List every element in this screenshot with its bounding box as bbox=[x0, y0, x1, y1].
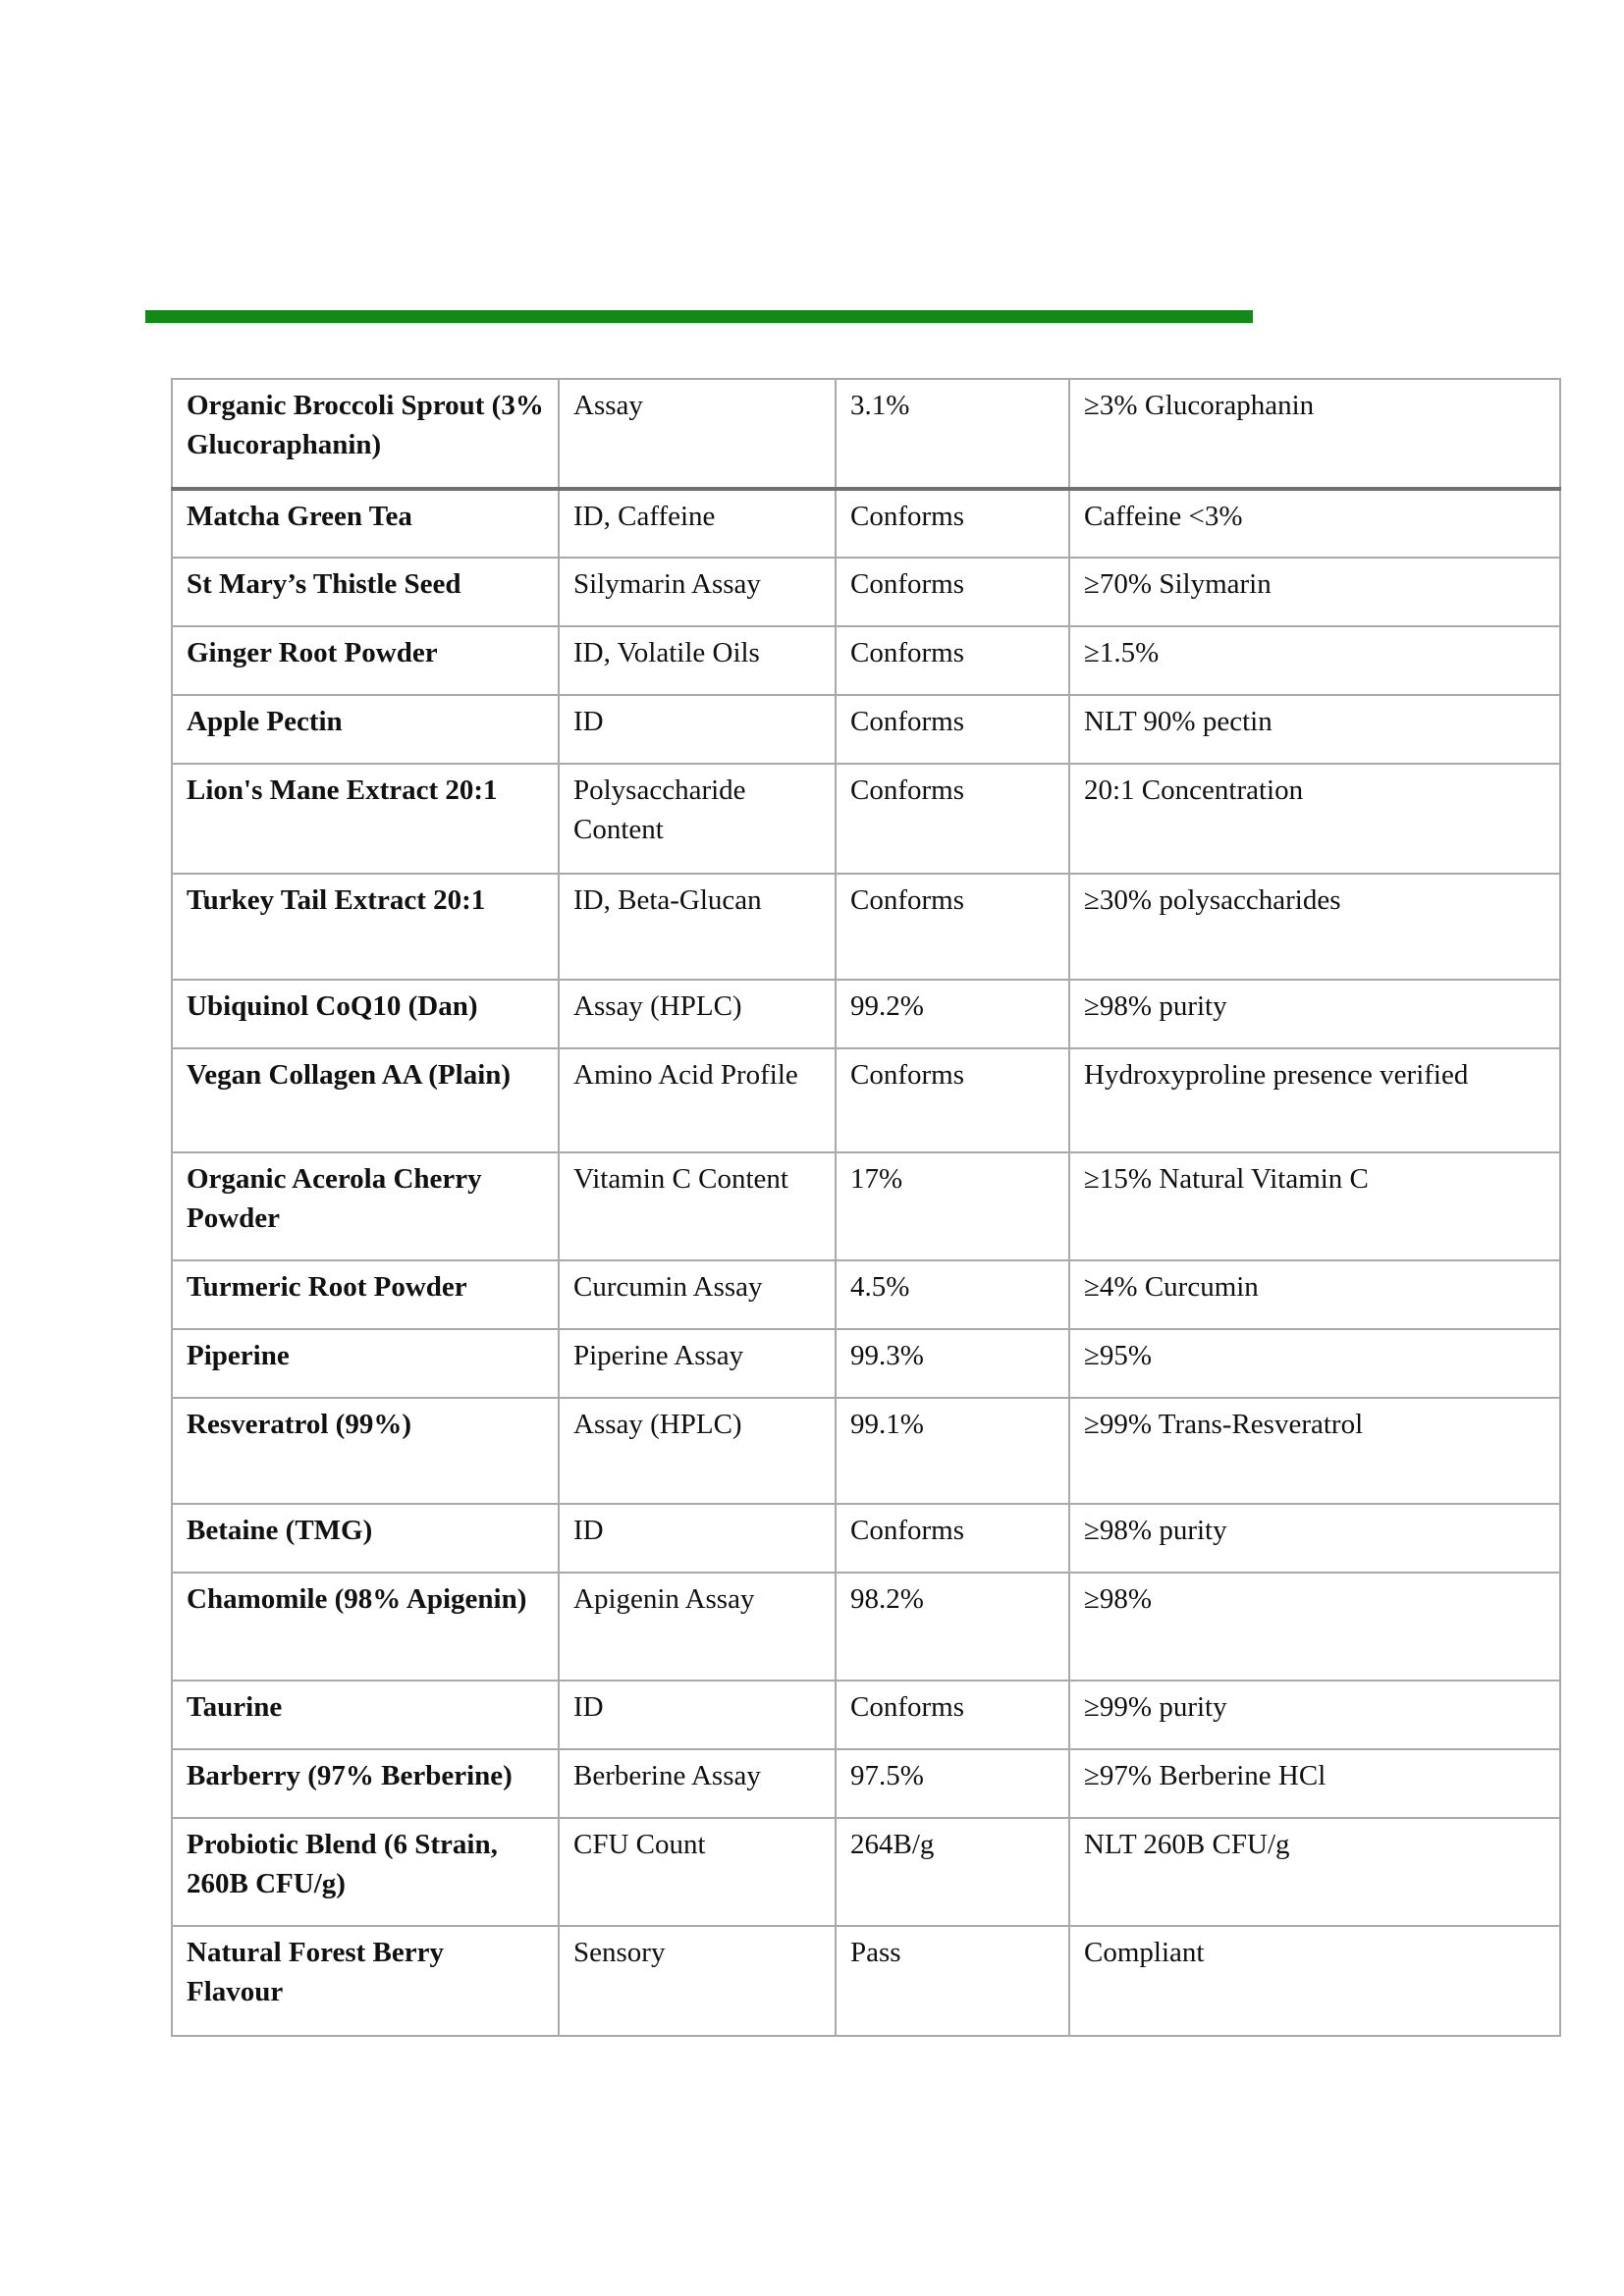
result-cell: Conforms bbox=[836, 1681, 1069, 1749]
material-cell: Probiotic Blend (6 Strain, 260B CFU/g) bbox=[172, 1818, 559, 1926]
test-cell: Vitamin C Content bbox=[559, 1152, 836, 1260]
material-cell: Vegan Collagen AA (Plain) bbox=[172, 1048, 559, 1152]
test-cell: ID bbox=[559, 1681, 836, 1749]
specification-cell: ≥1.5% bbox=[1069, 626, 1560, 695]
material-cell: Betaine (TMG) bbox=[172, 1504, 559, 1573]
table-row bbox=[172, 1749, 1560, 1818]
test-cell: Assay (HPLC) bbox=[559, 980, 836, 1048]
test-cell: Assay bbox=[559, 379, 836, 489]
specification-cell: 20:1 Concentration bbox=[1069, 764, 1560, 874]
test-cell: Assay (HPLC) bbox=[559, 1398, 836, 1504]
result-cell: Pass bbox=[836, 1926, 1069, 2036]
table-row bbox=[172, 695, 1560, 764]
material-cell: Resveratrol (99%) bbox=[172, 1398, 559, 1504]
specification-cell: ≥98% bbox=[1069, 1573, 1560, 1681]
specification-cell: ≥30% polysaccharides bbox=[1069, 874, 1560, 980]
specification-cell: ≥70% Silymarin bbox=[1069, 558, 1560, 626]
table-row bbox=[172, 558, 1560, 626]
table-row bbox=[172, 1681, 1560, 1749]
table-row bbox=[172, 379, 1560, 489]
specification-cell: ≥15% Natural Vitamin C bbox=[1069, 1152, 1560, 1260]
result-cell: Conforms bbox=[836, 626, 1069, 695]
table-row bbox=[172, 764, 1560, 874]
result-cell: Conforms bbox=[836, 1048, 1069, 1152]
material-cell: Barberry (97% Berberine) bbox=[172, 1749, 559, 1818]
specification-cell: Hydroxyproline presence verified bbox=[1069, 1048, 1560, 1152]
table-row bbox=[172, 1573, 1560, 1681]
material-cell: Organic Broccoli Sprout (3% Glucoraphanin) bbox=[172, 379, 559, 489]
specification-cell: NLT 260B CFU/g bbox=[1069, 1818, 1560, 1926]
result-cell: Conforms bbox=[836, 558, 1069, 626]
table-row bbox=[172, 1818, 1560, 1926]
table-row bbox=[172, 1504, 1560, 1573]
test-cell: ID, Caffeine bbox=[559, 489, 836, 558]
test-cell: Apigenin Assay bbox=[559, 1573, 836, 1681]
result-cell: Conforms bbox=[836, 489, 1069, 558]
result-cell: Conforms bbox=[836, 1504, 1069, 1573]
material-cell: Organic Acerola Cherry Powder bbox=[172, 1152, 559, 1260]
table-row bbox=[172, 1398, 1560, 1504]
specification-cell: ≥4% Curcumin bbox=[1069, 1260, 1560, 1329]
test-cell: Curcumin Assay bbox=[559, 1260, 836, 1329]
test-cell: ID, Beta-Glucan bbox=[559, 874, 836, 980]
material-cell: Ubiquinol CoQ10 (Dan) bbox=[172, 980, 559, 1048]
table-row bbox=[172, 489, 1560, 558]
result-cell: 99.2% bbox=[836, 980, 1069, 1048]
table-row bbox=[172, 1329, 1560, 1398]
table-row bbox=[172, 1926, 1560, 2036]
material-cell: Turmeric Root Powder bbox=[172, 1260, 559, 1329]
test-cell: Polysaccharide Content bbox=[559, 764, 836, 874]
result-cell: 4.5% bbox=[836, 1260, 1069, 1329]
test-cell: ID, Volatile Oils bbox=[559, 626, 836, 695]
material-cell: Matcha Green Tea bbox=[172, 489, 559, 558]
table-row bbox=[172, 1152, 1560, 1260]
test-cell: CFU Count bbox=[559, 1818, 836, 1926]
material-cell: Ginger Root Powder bbox=[172, 626, 559, 695]
table-row bbox=[172, 1048, 1560, 1152]
result-cell: Conforms bbox=[836, 764, 1069, 874]
specification-cell: ≥98% purity bbox=[1069, 1504, 1560, 1573]
specification-cell: ≥3% Glucoraphanin bbox=[1069, 379, 1560, 489]
result-cell: 264B/g bbox=[836, 1818, 1069, 1926]
material-cell: Taurine bbox=[172, 1681, 559, 1749]
material-cell: Chamomile (98% Apigenin) bbox=[172, 1573, 559, 1681]
result-cell: 98.2% bbox=[836, 1573, 1069, 1681]
material-cell: St Mary’s Thistle Seed bbox=[172, 558, 559, 626]
material-cell: Natural Forest Berry Flavour bbox=[172, 1926, 559, 2036]
specification-cell: NLT 90% pectin bbox=[1069, 695, 1560, 764]
result-cell: 99.3% bbox=[836, 1329, 1069, 1398]
specification-cell: ≥99% purity bbox=[1069, 1681, 1560, 1749]
result-cell: 17% bbox=[836, 1152, 1069, 1260]
test-cell: Amino Acid Profile bbox=[559, 1048, 836, 1152]
test-cell: ID bbox=[559, 695, 836, 764]
test-cell: ID bbox=[559, 1504, 836, 1573]
material-cell: Piperine bbox=[172, 1329, 559, 1398]
result-cell: 97.5% bbox=[836, 1749, 1069, 1818]
specification-cell: Caffeine <3% bbox=[1069, 489, 1560, 558]
material-cell: Lion's Mane Extract 20:1 bbox=[172, 764, 559, 874]
table-row bbox=[172, 874, 1560, 980]
specification-cell: ≥98% purity bbox=[1069, 980, 1560, 1048]
test-cell: Berberine Assay bbox=[559, 1749, 836, 1818]
test-cell: Silymarin Assay bbox=[559, 558, 836, 626]
table-row bbox=[172, 980, 1560, 1048]
result-cell: 3.1% bbox=[836, 379, 1069, 489]
test-cell: Piperine Assay bbox=[559, 1329, 836, 1398]
material-cell: Turkey Tail Extract 20:1 bbox=[172, 874, 559, 980]
specification-cell: ≥99% Trans-Resveratrol bbox=[1069, 1398, 1560, 1504]
result-cell: 99.1% bbox=[836, 1398, 1069, 1504]
table-row bbox=[172, 626, 1560, 695]
analysis-table bbox=[171, 378, 1561, 2037]
header-green-rule bbox=[145, 310, 1253, 323]
specification-cell: Compliant bbox=[1069, 1926, 1560, 2036]
test-cell: Sensory bbox=[559, 1926, 836, 2036]
table-row bbox=[172, 1260, 1560, 1329]
specification-cell: ≥97% Berberine HCl bbox=[1069, 1749, 1560, 1818]
specification-cell: ≥95% bbox=[1069, 1329, 1560, 1398]
result-cell: Conforms bbox=[836, 874, 1069, 980]
result-cell: Conforms bbox=[836, 695, 1069, 764]
material-cell: Apple Pectin bbox=[172, 695, 559, 764]
